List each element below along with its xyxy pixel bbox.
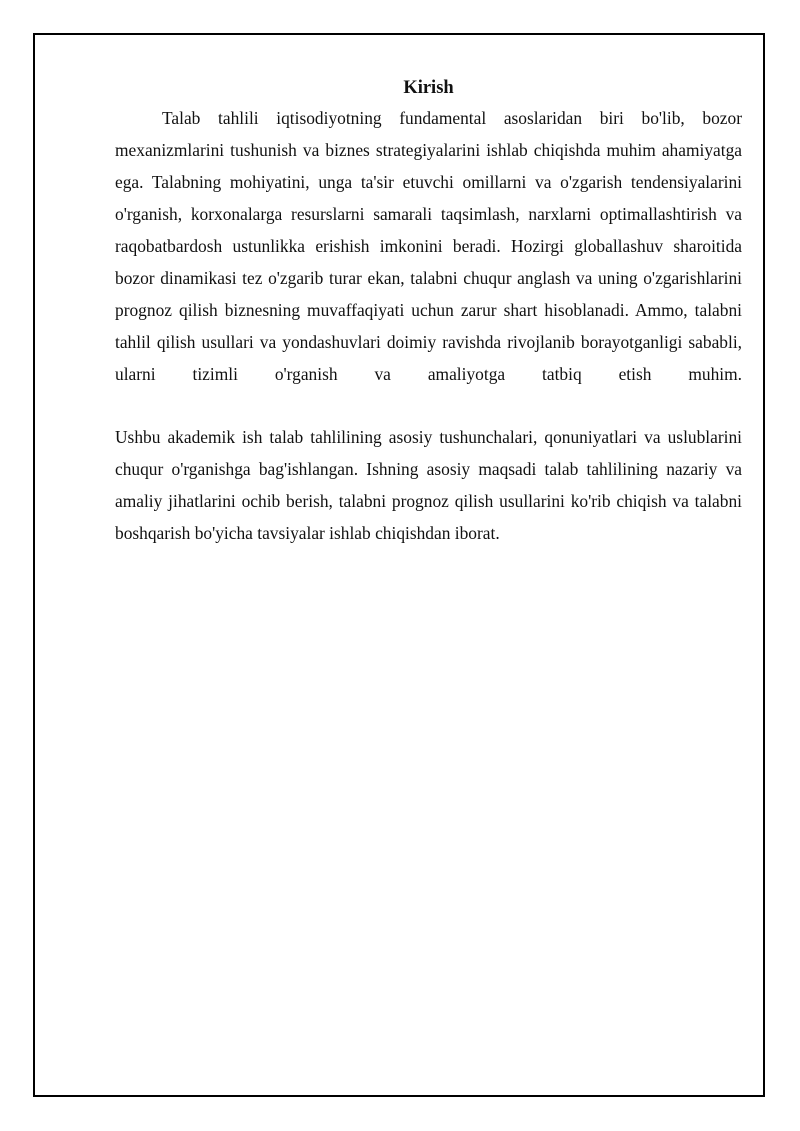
document-title: Kirish <box>403 78 454 98</box>
document-body <box>115 74 742 549</box>
paragraph-purpose: Ushbu akademik ish talab tahlilining asosiy tushunchalari, qonuniyatlari va uslublarini chuqur o'rganishga bag'ishlangan. Ishning asosiy maqsadi talab tahlilining nazariy va amaliy jihatlarini ochib berish, talabni prognoz qilish usullarini ko'rib chiqish va talabni boshqarish bo'yicha tavsiyalar ishlab chiqishdan iborat. <box>115 427 742 543</box>
paragraph-introduction: Talab tahlili iqtisodiyotning fundamental asoslaridan biri bo'lib, bozor mexanizmlarini tushunish va biznes strategiyalarini ishlab chiqishda muhim ahamiyatga ega. Talabning mohiyatini, unga ta'sir etuvchi omillarni va o'zgarish tendensiyalarini o'rganish, korxonalarga resurslarni samarali taqsimlash, narxlarni optimallashtirish va raqobatbardosh ustunlikka erishish imkonini beradi. Hozirgi globallashuv sharoitida bozor dinamikasi tez o'zgarib turar ekan, talabni chuqur anglash va uning o'zgarishlarini prognoz qilish biznesning muvaffaqiyati uchun zarur shart hisoblanadi. Ammo, talabni tahlil qilish usullari va yondashuvlari doimiy ravishda rivojlanib borayotganligi sababli, ularni tizimli o'rganish va amaliyotga tatbiq etish muhim. <box>115 108 742 384</box>
